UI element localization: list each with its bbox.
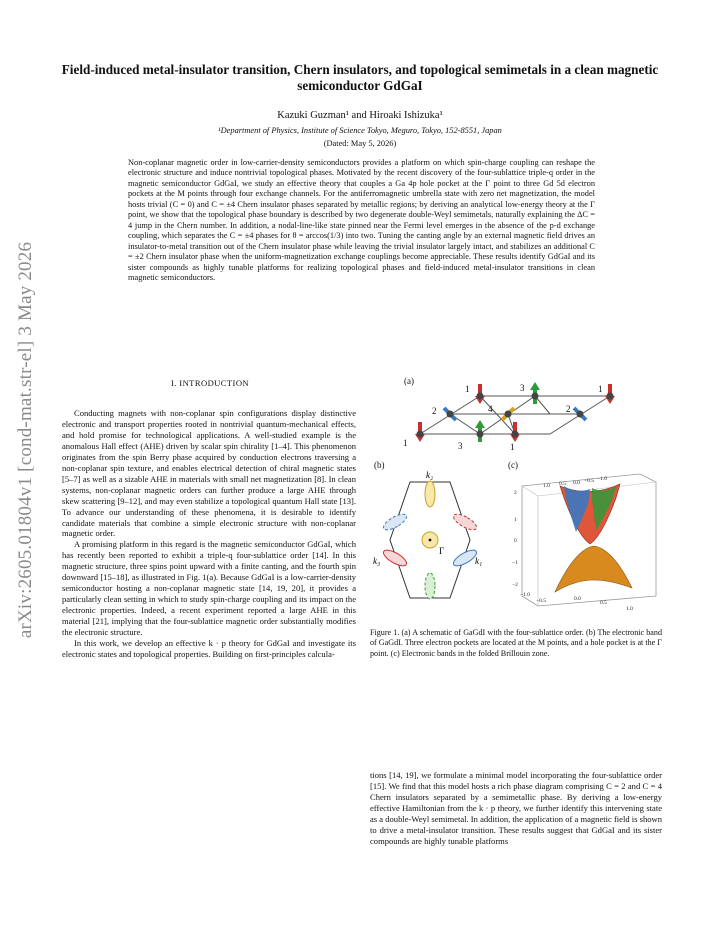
axis-tick: 1.0 — [626, 606, 633, 612]
abstract: Non-coplanar magnetic order in low-carrier-density semiconductors provides a platform on which spin-charge coupling can reshape the electronic structure and induce nontrivial topological phases. Motivated by the recent discovery of the four-sublattice triple-q order in the magnetic semiconductor GdGaI, we study an effective theory that couples a Ga 4p hole pocket at the Γ point to three Gd 5d electron pockets at the M points through four exchange channels. For the antiferromagnetic umbrella state with zero net magnetization, the model hosts trivial (C = 0) and C = ±4 Chern insulator phases separated by metallic regions; by deriving an analytical low-energy theory at the Γ point, we show that the topological phase boundary is described by two degenerate double-Weyl semimetals, naturally explaining the ΔC = 4 jump in the Chern number. In addition, a nodal-line-like state pinned near the Fermi level emerges in the absence of the p-d exchange coupling, which separates the C = ±4 phases for θ = arccos(1/3) into two. Tuning the canting angle by an external magnetic field drives an insulator-to-metal transition out of the Chern insulator phase while leaving the trivial insulator largely intact, and stabilizes an additional C = ±2 Chern insulator phase when the uniform-magnetization exchange couplings become appreciable. These results identify GdGaI and its sister compounds as highly tunable platforms for realizing topological phases and field-induced metal-insulator transitions in clean magnetic semiconductors. — [128, 158, 595, 282]
affiliation: ¹Department of Physics, Institute of Science Tokyo, Meguro, Tokyo, 152-8551, Japan — [218, 126, 502, 135]
panel-label-c: (c) — [508, 460, 518, 470]
sublattice-label: 4 — [488, 404, 493, 414]
axis-tick: −0.5 — [536, 598, 546, 604]
arxiv-stamp: arXiv:2605.01804v1 [cond-mat.str-el] 3 May 2026 — [15, 241, 36, 639]
axis-tick: 0 — [514, 538, 517, 544]
axis-tick: −1.0 — [520, 592, 530, 598]
sublattice-label: 1 — [510, 442, 515, 452]
paragraph: In this work, we develop an effective k · p theory for GdGaI and investigate its electronic states and topological properties. Building on first-principles calcula- — [62, 638, 356, 659]
paper-title: Field-induced metal-insulator transition, Chern insulators, and topological semimetals in a clean magnetic semiconductor GdGaI — [61, 62, 659, 93]
sublattice-label: 3 — [520, 383, 525, 393]
axis-tick: 0.5 — [559, 481, 566, 487]
k1-label: k₁ — [475, 556, 483, 566]
figure-caption: Figure 1. (a) A schematic of GaGdI with the four-sublattice order. (b) The electronic band of GaGdI. Three electron pockets are located at the M points, and a hole pocket is at the Γ point. (c) Electronic bands in the folded Brillouin zone. — [370, 628, 662, 658]
section-heading: I. INTRODUCTION — [170, 378, 250, 388]
axis-tick: 1 — [514, 517, 517, 523]
k3-label: k₃ — [373, 556, 381, 566]
brillouin-zone — [373, 470, 482, 599]
spin-arrow — [475, 384, 485, 404]
figure-1 — [370, 374, 662, 619]
gamma-label: Γ — [439, 546, 445, 556]
k2-label: k₂ — [426, 470, 434, 480]
paragraph: tions [14, 19], we formulate a minimal model incorporating the four-sublattice order [15]. We find that this model hosts a rich phase diagram comprising C = 2 and C = 4 Chern insulators separated by a semimetallic phase. By deriving a low-energy effective Hamiltonian from the k · p theory, we further identify this intervening state as a double-Weyl semimetal. In addition, the application of a magnetic field is shown to drive a metal-insulator transition. These results suggest that GdGaI and its sister compounds are highly tunable platforms — [370, 770, 662, 846]
axis-tick: 0.0 — [574, 596, 581, 602]
sublattice-label: 3 — [458, 441, 463, 451]
axis-tick: 2 — [514, 490, 517, 496]
panel-label-b: (b) — [374, 460, 385, 470]
axis-tick: −1 — [512, 560, 518, 566]
axis-tick: 0.5 — [600, 600, 607, 606]
paragraph: Conducting magnets with non-coplanar spin configurations display distinctive electronic and transport properties rooted in nontrivial quantum-mechanical effects, and hold promise for technological applications. A well-studied example is the anomalous Hall effect (AHE) driven by scalar spin chirality [1–4]. This phenomenon originates from the spin Berry phase acquired by conduction electrons traversing a non-coplanar spin texture, and enables electrical detection of chiral magnetic states [5–7] as well as a sizable AHE in materials with small net magnetization [8]. In clean systems, non-coplanar magnetic orders can further produce a large AHE through skew scattering [9–12], and may even stabilize a topological quantum Hall state [13]. To advance our understanding of these phenomena, it is desirable to identify candidate materials that combine a simple electronic structure with non-coplanar magnetic order. — [62, 408, 356, 539]
intro-left-column — [62, 408, 356, 660]
spin-arrow — [605, 384, 615, 404]
axis-tick: −1.0 — [597, 476, 607, 482]
authors: Kazuki Guzman¹ and Hiroaki Ishizuka¹ — [277, 110, 443, 121]
sublattice-label: 2 — [432, 406, 437, 416]
sublattice-label: 1 — [598, 384, 603, 394]
axis-tick: −0.5 — [584, 478, 594, 484]
axis-tick: 0.0 — [573, 480, 580, 486]
sublattice-label: 1 — [403, 438, 408, 448]
intro-right-column — [370, 770, 662, 847]
axis-tick: −2 — [512, 582, 518, 588]
axis-tick: 1.0 — [543, 483, 550, 489]
figure-graphics — [370, 374, 662, 619]
panel-label-a: (a) — [404, 376, 414, 386]
sublattice-label: 1 — [465, 384, 470, 394]
band-structure-3d — [512, 474, 656, 612]
sublattice-label: 2 — [566, 404, 571, 414]
paragraph: A promising platform in this regard is the magnetic semiconductor GdGaI, which has recently been reported to exhibit a triple-q four-sublattice order [14]. In this magnetic structure, three spins point upward with a finite canting, and the fourth spin downward [15–18], as illustrated in Fig. 1(a). Because GdGaI is a low-carrier-density semiconductor hosting a non-coplanar magnetic state [14, 19, 20], it provides a particularly clean setting in which to study spin-charge coupling and its impact on the electronic properties. Indeed, a recent experiment reported a large AHE in this material [21], implying that the four-sublattice magnetic order substantially modifies the electronic structure. — [62, 539, 356, 638]
date-line: (Dated: May 5, 2026) — [323, 139, 397, 148]
